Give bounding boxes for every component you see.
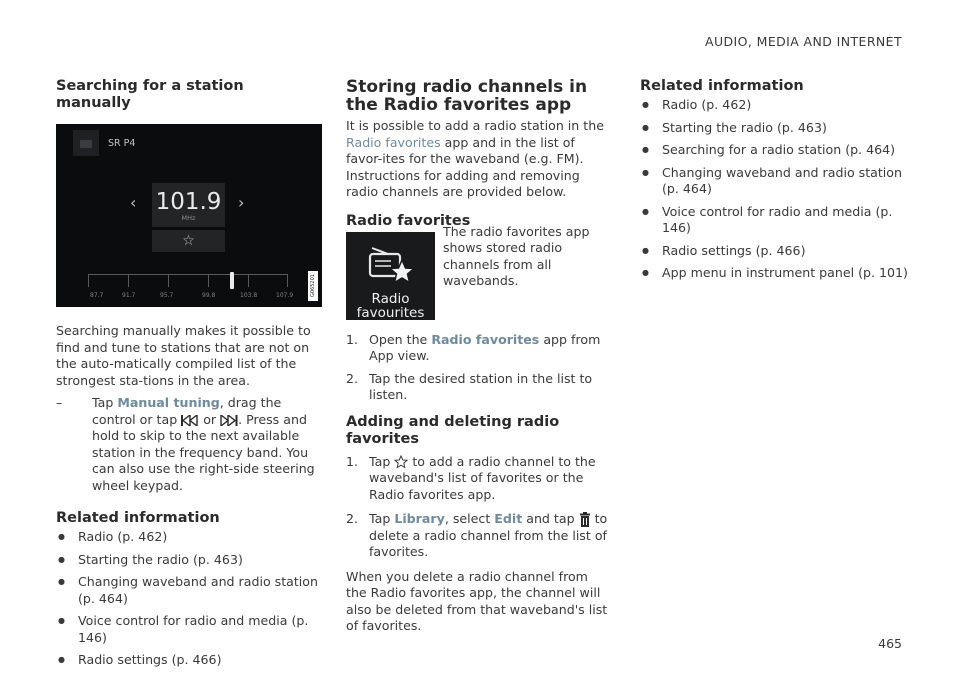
star-icon [394, 455, 408, 469]
radio-favorites-link: Radio favorites [346, 134, 441, 150]
frequency-display [152, 183, 225, 227]
manual-search-step [56, 395, 322, 494]
step-text: app from App view. [369, 331, 601, 363]
related-info-list [640, 97, 910, 282]
related-link[interactable]: ● Voice control for radio and media (p. 146) [56, 613, 322, 646]
related-link[interactable]: ● Starting the radio (p. 463) [56, 552, 322, 569]
open-steps-list [346, 332, 612, 404]
step-item [346, 332, 612, 365]
star-icon: ☆ [152, 230, 225, 252]
step-item [346, 511, 612, 561]
related-info-title: Related information [640, 78, 804, 94]
step-text: to delete a radio channel from the list of favorites. [369, 511, 608, 559]
related-link[interactable]: ● Radio settings (p. 466) [56, 652, 322, 669]
scale-tick [287, 274, 288, 287]
scale-tick [128, 274, 129, 287]
step-dash: – [56, 395, 63, 410]
step-number: 2. [346, 511, 359, 526]
manual-tuning-label: Manual tuning [117, 395, 220, 410]
scale-tick-label: 99.8 [202, 292, 216, 299]
scale-tick-label: 107.9 [276, 292, 294, 299]
step-text: Tap the desired station in the list to listen. [369, 370, 593, 402]
related-info-list [56, 529, 322, 669]
step-text: Tap [369, 511, 395, 526]
related-link[interactable]: ● Changing waveband and radio station (p. 464) [640, 165, 910, 198]
scale-tick-label: 87.7 [90, 292, 104, 299]
radio-favorites-block [346, 223, 612, 326]
column-related-info [640, 78, 910, 288]
app-icon-label-line1: Radio [371, 290, 410, 307]
skip-forward-icon [220, 415, 238, 426]
step-text: to add a radio channel to the waveband's list of favorites or the Radio favorites app. [369, 453, 596, 502]
frequency-scale [88, 274, 288, 275]
radio-favorites-description: The radio favorites app shows stored radio channels from all wavebands. [443, 223, 590, 288]
scale-tick-label: 91.7 [122, 292, 136, 299]
column-manual-search [56, 78, 322, 675]
scale-tick-label: 103.8 [240, 292, 258, 299]
related-link[interactable]: ● Changing waveband and radio station (p. 464) [56, 574, 322, 607]
subsection-title-add-delete: Adding and deleting radio favorites [346, 413, 560, 447]
section-title-manual-search: Searching for a station manually [56, 78, 244, 111]
chevron-left-icon: ‹ [130, 193, 137, 212]
scale-tick [88, 274, 89, 287]
image-code: G065201 [308, 271, 318, 301]
step-text: Tap [92, 395, 118, 410]
step-item [346, 454, 612, 504]
step-text: , select [444, 511, 495, 526]
radio-favorites-label: Radio favorites [431, 331, 540, 347]
scale-tick [248, 274, 249, 287]
delete-note: When you delete a radio channel from the Radio favorites app, the channel will also be deleted from that waveband's list of favorites. [346, 568, 608, 633]
related-link[interactable]: ● Voice control for radio and media (p. 146) [640, 204, 910, 237]
favorites-intro [346, 118, 612, 201]
related-link[interactable]: ● Radio (p. 462) [640, 97, 910, 114]
chevron-right-icon: › [238, 193, 245, 212]
related-link[interactable]: ● Radio settings (p. 466) [640, 243, 910, 260]
frequency-unit: MHz [181, 214, 196, 222]
related-link[interactable]: ● App menu in instrument panel (p. 101) [640, 265, 910, 282]
step-text: . Press and hold to skip to the next available station in the frequency band. You can also use the right-side steering wheel keypad. [92, 411, 315, 493]
library-label: Library [394, 511, 445, 526]
step-text: or [199, 411, 221, 427]
intro-text: It is possible to add a radio station in the [346, 118, 604, 133]
app-icon-label-line2: favourites [356, 304, 425, 321]
column-radio-favorites [346, 78, 612, 635]
section-title-favorites: Storing radio channels in the Radio favorites app [346, 77, 588, 115]
related-info-title: Related information [56, 510, 220, 526]
frequency-value: 101.9 [155, 189, 222, 215]
related-link[interactable]: ● Searching for a radio station (p. 464) [640, 142, 910, 159]
add-delete-steps-list [346, 454, 612, 561]
step-item [346, 371, 612, 404]
manual-search-intro: Searching manually makes it possible to find and tune to stations that are not on the auto-matically compiled list of the strongest sta-tions in the area. [56, 323, 311, 388]
step-text: Tap [369, 453, 395, 469]
step-text: Open the [369, 331, 432, 347]
radio-screen-illustration [56, 124, 322, 307]
related-link[interactable]: ● Starting the radio (p. 463) [640, 120, 910, 137]
intro-text: app and in the list of favor-ites for the waveband (e.g. FM). Instructions for adding and removing radio channels are provided below. [346, 134, 584, 199]
page-header: AUDIO, MEDIA AND INTERNET [705, 34, 902, 49]
scale-tick [208, 274, 209, 287]
trash-icon [579, 512, 591, 527]
edit-label: Edit [494, 511, 523, 526]
scale-tick [168, 274, 169, 287]
skip-back-icon [181, 415, 199, 426]
radio-favorites-app-icon [346, 232, 435, 320]
radio-star-icon [346, 232, 435, 292]
station-logo [73, 130, 99, 156]
step-text: , drag the control or tap [92, 395, 282, 427]
subsection-title-radio-favorites: Radio favorites [346, 212, 471, 229]
station-name: SR P4 [108, 138, 136, 149]
tuning-control [230, 272, 234, 289]
step-number: 1. [346, 331, 359, 347]
page-number: 465 [878, 636, 902, 651]
step-number: 1. [346, 453, 359, 469]
related-link[interactable]: ● Radio (p. 462) [56, 529, 322, 546]
scale-tick-label: 95.7 [160, 292, 174, 299]
step-text: and tap [522, 511, 579, 526]
step-number: 2. [346, 370, 359, 386]
